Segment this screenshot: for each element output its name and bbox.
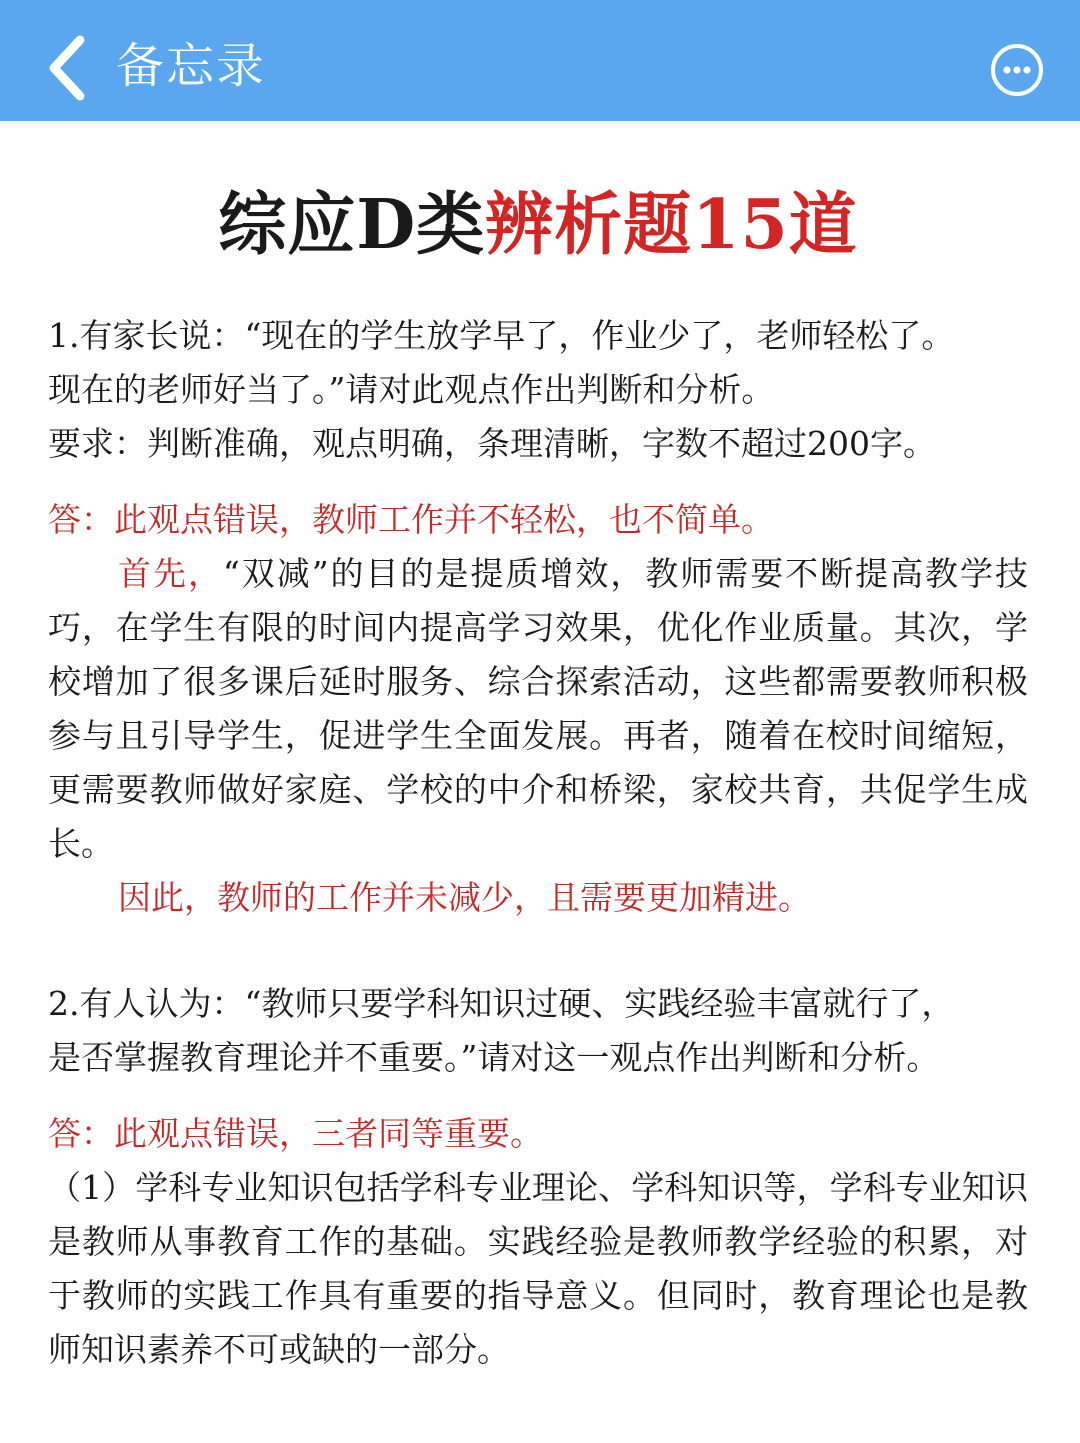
title-part-black: 综应D类 xyxy=(218,185,486,265)
answer-2-heading: 答：此观点错误，三者同等重要。 xyxy=(48,1114,543,1153)
app-header xyxy=(0,0,1080,121)
question-1-line-1: 1.有家长说：“现在的学生放学早了，作业少了，老师轻松了。 xyxy=(48,316,955,355)
answer-1-conclusion: 因此，教师的工作并未减少，且需要更加精进。 xyxy=(118,878,811,917)
chevron-left-icon xyxy=(40,32,100,104)
back-button[interactable] xyxy=(40,32,100,104)
question-2-line-2: 是否掌握教育理论并不重要。”请对这一观点作出判断和分析。 xyxy=(48,1038,940,1077)
answer-1-body xyxy=(48,547,1028,871)
page-header-title: 备忘录 xyxy=(116,38,267,94)
answer-1-heading: 答：此观点错误，教师工作并不轻松，也不简单。 xyxy=(48,500,774,539)
answer-1-body-text: “双减”的目的是提质增效，教师需要不断提高教学技巧，在学生有限的时间内提高学习效果，优化作业质量。其次，学校增加了很多课后延时服务、综合探索活动，这些都需要教师积极参与且引导学生，促进学生全面发展。再者，随着在校时间缩短，更需要教师做好家庭、学校的中介和桥梁，家校共育，共促学生成长。 xyxy=(48,554,1028,863)
answer-2-body: （1）学科专业知识包括学科专业理论、学科知识等，学科专业知识是教师从事教育工作的基础。实践经验是教师教学经验的积累，对于教师的实践工作具有重要的指导意义。但同时，教育理论也是教师知识素养不可或缺的一部分。 xyxy=(48,1168,1028,1369)
title-part-red: 辨析题15道 xyxy=(485,185,858,265)
more-options-button[interactable] xyxy=(990,43,1044,97)
article-title xyxy=(48,183,1028,267)
question-1-line-2: 现在的老师好当了。”请对此观点作出判断和分析。 xyxy=(48,370,775,409)
answer-1-body-lead: 首先， xyxy=(118,554,223,593)
more-horizontal-circle-icon xyxy=(990,43,1044,97)
question-2 xyxy=(48,977,1028,1377)
question-1 xyxy=(48,309,1028,925)
question-1-requirement: 要求：判断准确，观点明确，条理清晰，字数不超过200字。 xyxy=(48,424,936,463)
note-content xyxy=(48,121,1028,1377)
question-2-line-1: 2.有人认为：“教师只要学科知识过硬、实践经验丰富就行了， xyxy=(48,984,955,1023)
